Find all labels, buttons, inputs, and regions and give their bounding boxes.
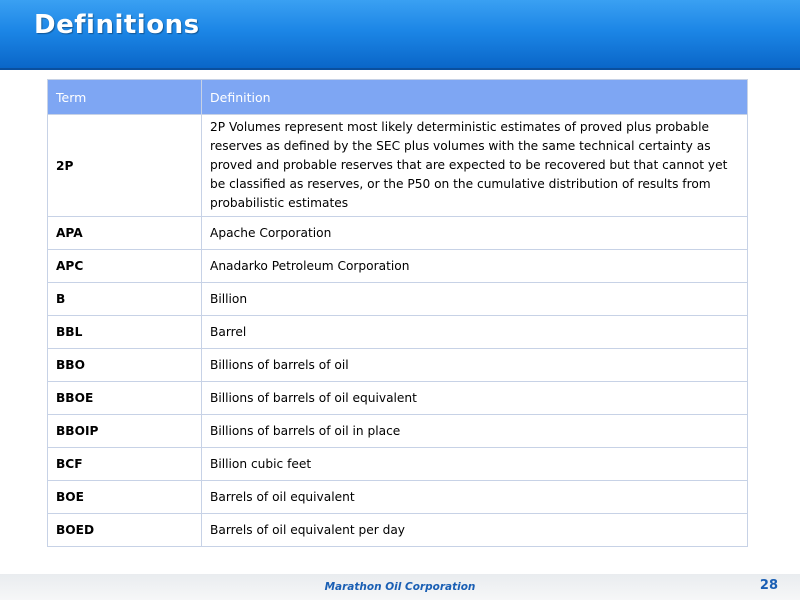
table-header-row: [48, 80, 748, 115]
table-row: [48, 250, 748, 283]
table-row: [48, 481, 748, 514]
definition-cell: Billions of barrels of oil: [202, 349, 748, 382]
definition-cell: Billion: [202, 283, 748, 316]
table-row: [48, 382, 748, 415]
definition-cell: Billions of barrels of oil in place: [202, 415, 748, 448]
term-cell: BBL: [48, 316, 202, 349]
term-cell: APA: [48, 217, 202, 250]
definition-cell: Billions of barrels of oil equivalent: [202, 382, 748, 415]
table-row: [48, 349, 748, 382]
definition-cell: 2P Volumes represent most likely deterministic estimates of proved plus probable reserves as defined by the SEC plus volumes with the same technical certainty as proved and probable reserves that are expected to be recovered but that cannot yet be classified as reserves, or the P50 on the cumulative distribution of results from probabilistic estimates: [202, 115, 748, 217]
table-row: [48, 415, 748, 448]
term-cell: BOE: [48, 481, 202, 514]
table-row: [48, 514, 748, 547]
slide-title: Definitions: [34, 10, 200, 40]
definitions-table: [47, 79, 748, 547]
term-cell: B: [48, 283, 202, 316]
term-cell: APC: [48, 250, 202, 283]
term-cell: BOED: [48, 514, 202, 547]
slide-header: [0, 0, 800, 70]
page-number: 28: [759, 578, 778, 593]
definition-cell: Billion cubic feet: [202, 448, 748, 481]
term-cell: BBOE: [48, 382, 202, 415]
term-cell: BBOIP: [48, 415, 202, 448]
definition-cell: Apache Corporation: [202, 217, 748, 250]
definition-cell: Anadarko Petroleum Corporation: [202, 250, 748, 283]
definitions-table-container: [47, 79, 747, 547]
table-row: [48, 217, 748, 250]
term-cell: BCF: [48, 448, 202, 481]
term-cell: BBO: [48, 349, 202, 382]
table-row: [48, 316, 748, 349]
table-row: [48, 448, 748, 481]
table-row: [48, 115, 748, 217]
definition-cell: Barrel: [202, 316, 748, 349]
definition-cell: Barrels of oil equivalent per day: [202, 514, 748, 547]
header-definition: Definition: [202, 80, 748, 115]
header-term: Term: [48, 80, 202, 115]
definition-cell: Barrels of oil equivalent: [202, 481, 748, 514]
footer-company-name: Marathon Oil Corporation: [324, 581, 476, 593]
term-cell: 2P: [48, 115, 202, 217]
table-row: [48, 283, 748, 316]
